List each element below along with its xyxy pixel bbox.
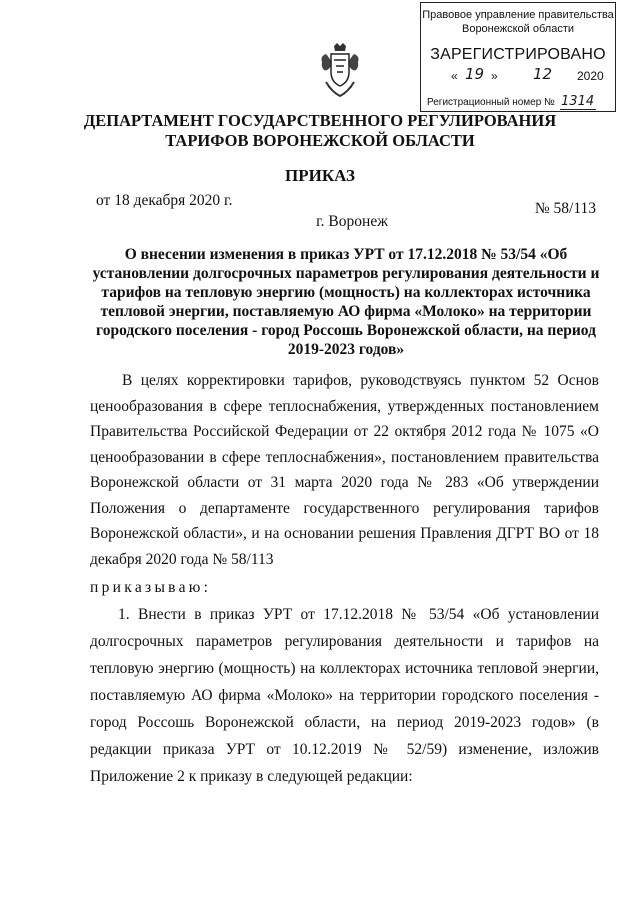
registration-stamp xyxy=(420,2,616,112)
stamp-date-year: 2020 xyxy=(577,69,604,83)
stamp-date-row xyxy=(451,67,611,87)
order-date: от 18 декабря 2020 г. xyxy=(96,192,233,209)
stamp-reg-label: Регистрационный номер № xyxy=(427,97,555,108)
stamp-registered-label: ЗАРЕГИСТРИРОВАНО xyxy=(430,46,606,63)
stamp-date-close-quote: » xyxy=(491,69,498,83)
department-name-line1: ДЕПАРТАМЕНТ ГОСУДАРСТВЕННОГО РЕГУЛИРОВАНИЯ xyxy=(83,111,557,130)
order-subject: О внесении изменения в приказ УРТ от 17.12.2018 № 53/54 «Об установлении долгосрочных параметров регулирования деятельности и тарифов на тепловую энергию (мощность) на коллекторах источника тепловой энергии, поставляемую АО фирма «Молоко» на территории городского поселения - город Россошь Воронежской области, на период 2019-2023 годов» xyxy=(92,246,600,358)
stamp-registration-row xyxy=(427,94,596,110)
stamp-date-open-quote: « xyxy=(451,69,458,83)
clause-1-paragraph: 1. Внести в приказ УРТ от 17.12.2018 № 53/54 «Об установлении долгосрочных параметров регулирования деятельности и тарифов на тепловую энергию (мощность) на коллекторах источника тепловой энергии, поставляемую АО фирма «Молоко» на территории городского поселения - город Россошь Воронежской области, на период 2019-2023 годов» (в редакции приказа УРТ от 10.12.2019 № 52/59) изменение, изложив Приложение 2 к приказу в следующей редакции: xyxy=(90,606,599,785)
stamp-reg-number: 1314 xyxy=(561,94,595,109)
coat-of-arms-icon xyxy=(318,42,362,100)
order-title: ПРИКАЗ xyxy=(285,166,355,185)
stamp-authority-line1: Правовое управление правительства xyxy=(422,9,614,21)
department-name xyxy=(0,111,640,151)
stamp-date-month: 12 xyxy=(533,65,553,83)
order-city: г. Воронеж xyxy=(316,213,388,230)
department-name-line2: ТАРИФОВ ВОРОНЕЖСКОЙ ОБЛАСТИ xyxy=(165,131,475,150)
prikazyvayu-label: приказываю: xyxy=(90,579,212,596)
stamp-authority-line2: Воронежской области xyxy=(461,23,574,35)
order-number: № 58/113 xyxy=(534,200,596,217)
preamble-paragraph: В целях корректировки тарифов, руководствуясь пунктом 52 Основ ценообразования в сфере теплоснабжения, утвержденных постановлением Правительства Российской Федерации от 22 октября 2012 года № 1075 «О ценообразовании в сфере теплоснабжения», постановлением правительства Воронежской области от 31 марта 2020 года № 283 «Об утверждении Положения о департаменте государственного регулирования тарифов Воронежской области», и на основании решения Правления ДГРТ ВО от 18 декабря 2020 года № 58/113 xyxy=(90,372,599,568)
stamp-date-day: 19 xyxy=(465,65,485,83)
